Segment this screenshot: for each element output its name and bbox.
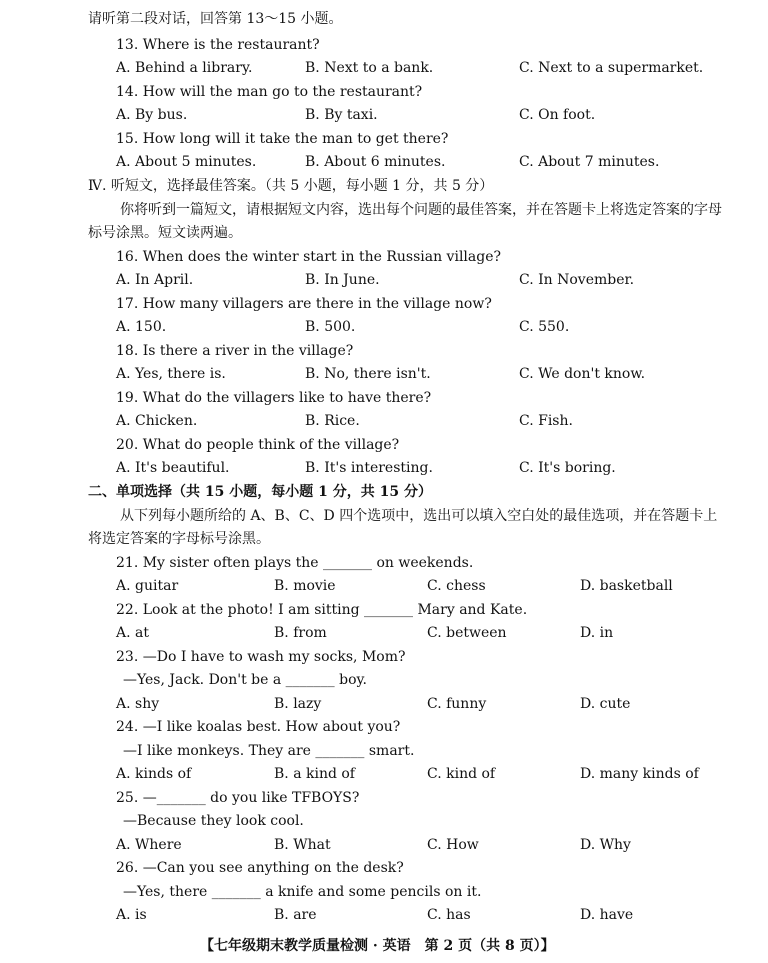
q22-option-d: D. in xyxy=(580,625,614,641)
q23-option-a: A. shy xyxy=(116,696,160,712)
question-22: 22. Look at the photo! I am sitting _______ Mary and Kate. xyxy=(116,602,528,618)
question-23-reply: —Yes, Jack. Don't be a _______ boy. xyxy=(123,672,368,688)
q25-option-a: A. Where xyxy=(116,837,182,853)
question-21: 21. My sister often plays the _______ on weekends. xyxy=(116,555,474,571)
q17-option-c: C. 550. xyxy=(519,319,570,335)
section-intro: 请听第二段对话，回答第 13～15 小题。 xyxy=(88,11,343,27)
q19-option-c: C. Fish. xyxy=(519,413,573,429)
question-15: 15. How long will it take the man to get there? xyxy=(116,131,449,147)
question-13: 13. Where is the restaurant? xyxy=(116,37,320,53)
q18-option-b: B. No, there isn't. xyxy=(305,366,431,382)
page-footer: 【七年级期末教学质量检测 · 英语 第 2 页（共 8 页）】 xyxy=(200,938,555,954)
q21-option-a: A. guitar xyxy=(116,578,179,594)
q26-option-d: D. have xyxy=(580,907,634,923)
q13-option-c: C. Next to a supermarket. xyxy=(519,60,704,76)
q20-option-b: B. It's interesting. xyxy=(305,460,433,476)
q21-option-c: C. chess xyxy=(427,578,486,594)
question-26-reply: —Yes, there _______ a knife and some pencils on it. xyxy=(123,884,482,900)
question-25-reply: —Because they look cool. xyxy=(123,813,304,829)
q26-option-b: B. are xyxy=(274,907,317,923)
q24-option-c: C. kind of xyxy=(427,766,496,782)
q13-option-b: B. Next to a bank. xyxy=(305,60,434,76)
section-2-instructions: 从下列每小题所给的 A、B、C、D 四个选项中，选出可以填入空白处的最佳选项，并在答题卡上将选定答案的字母标号涂黑。 xyxy=(88,508,718,547)
q13-option-a: A. Behind a library. xyxy=(116,60,253,76)
q24-option-b: B. a kind of xyxy=(274,766,355,782)
q26-option-a: A. is xyxy=(116,907,147,923)
q23-option-c: C. funny xyxy=(427,696,487,712)
q15-option-a: A. About 5 minutes. xyxy=(116,154,257,170)
question-16: 16. When does the winter start in the Russian village? xyxy=(116,249,501,265)
question-23: 23. —Do I have to wash my socks, Mom? xyxy=(116,649,406,665)
q26-option-c: C. has xyxy=(427,907,471,923)
q24-option-d: D. many kinds of xyxy=(580,766,699,782)
question-24-reply: —I like monkeys. They are _______ smart. xyxy=(123,743,415,759)
q15-option-b: B. About 6 minutes. xyxy=(305,154,446,170)
q23-option-b: B. lazy xyxy=(274,696,322,712)
q20-option-a: A. It's beautiful. xyxy=(116,460,230,476)
q16-option-b: B. In June. xyxy=(305,272,380,288)
q14-option-a: A. By bus. xyxy=(116,107,188,123)
question-24: 24. —I like koalas best. How about you? xyxy=(116,719,401,735)
section-4-title: Ⅳ. 听短文，选择最佳答案。（共 5 小题，每小题 1 分，共 5 分） xyxy=(88,178,494,194)
question-20: 20. What do people think of the village? xyxy=(116,437,400,453)
q18-option-a: A. Yes, there is. xyxy=(116,366,226,382)
q21-option-d: D. basketball xyxy=(580,578,673,594)
q16-option-a: A. In April. xyxy=(116,272,194,288)
q19-option-b: B. Rice. xyxy=(305,413,360,429)
q24-option-a: A. kinds of xyxy=(116,766,192,782)
q14-option-b: B. By taxi. xyxy=(305,107,378,123)
q15-option-c: C. About 7 minutes. xyxy=(519,154,660,170)
q23-option-d: D. cute xyxy=(580,696,631,712)
q19-option-a: A. Chicken. xyxy=(116,413,198,429)
q20-option-c: C. It's boring. xyxy=(519,460,616,476)
q22-option-a: A. at xyxy=(116,625,149,641)
question-17: 17. How many villagers are there in the village now? xyxy=(116,296,492,312)
q17-option-a: A. 150. xyxy=(116,319,167,335)
section-4-instructions: 你将听到一篇短文，请根据短文内容，选出每个问题的最佳答案，并在答题卡上将选定答案的字母标号涂黑。短文读两遍。 xyxy=(88,202,722,241)
q25-option-b: B. What xyxy=(274,837,331,853)
q25-option-d: D. Why xyxy=(580,837,631,853)
q22-option-b: B. from xyxy=(274,625,327,641)
q17-option-b: B. 500. xyxy=(305,319,356,335)
question-26: 26. —Can you see anything on the desk? xyxy=(116,860,404,876)
q18-option-c: C. We don't know. xyxy=(519,366,646,382)
question-18: 18. Is there a river in the village? xyxy=(116,343,354,359)
question-19: 19. What do the villagers like to have there? xyxy=(116,390,432,406)
q22-option-c: C. between xyxy=(427,625,507,641)
question-25: 25. —_______ do you like TFBOYS? xyxy=(116,790,360,806)
q21-option-b: B. movie xyxy=(274,578,336,594)
q14-option-c: C. On foot. xyxy=(519,107,596,123)
question-14: 14. How will the man go to the restaurant? xyxy=(116,84,423,100)
section-2-title: 二、单项选择（共 15 小题，每小题 1 分，共 15 分） xyxy=(88,484,432,500)
q25-option-c: C. How xyxy=(427,837,479,853)
q16-option-c: C. In November. xyxy=(519,272,635,288)
